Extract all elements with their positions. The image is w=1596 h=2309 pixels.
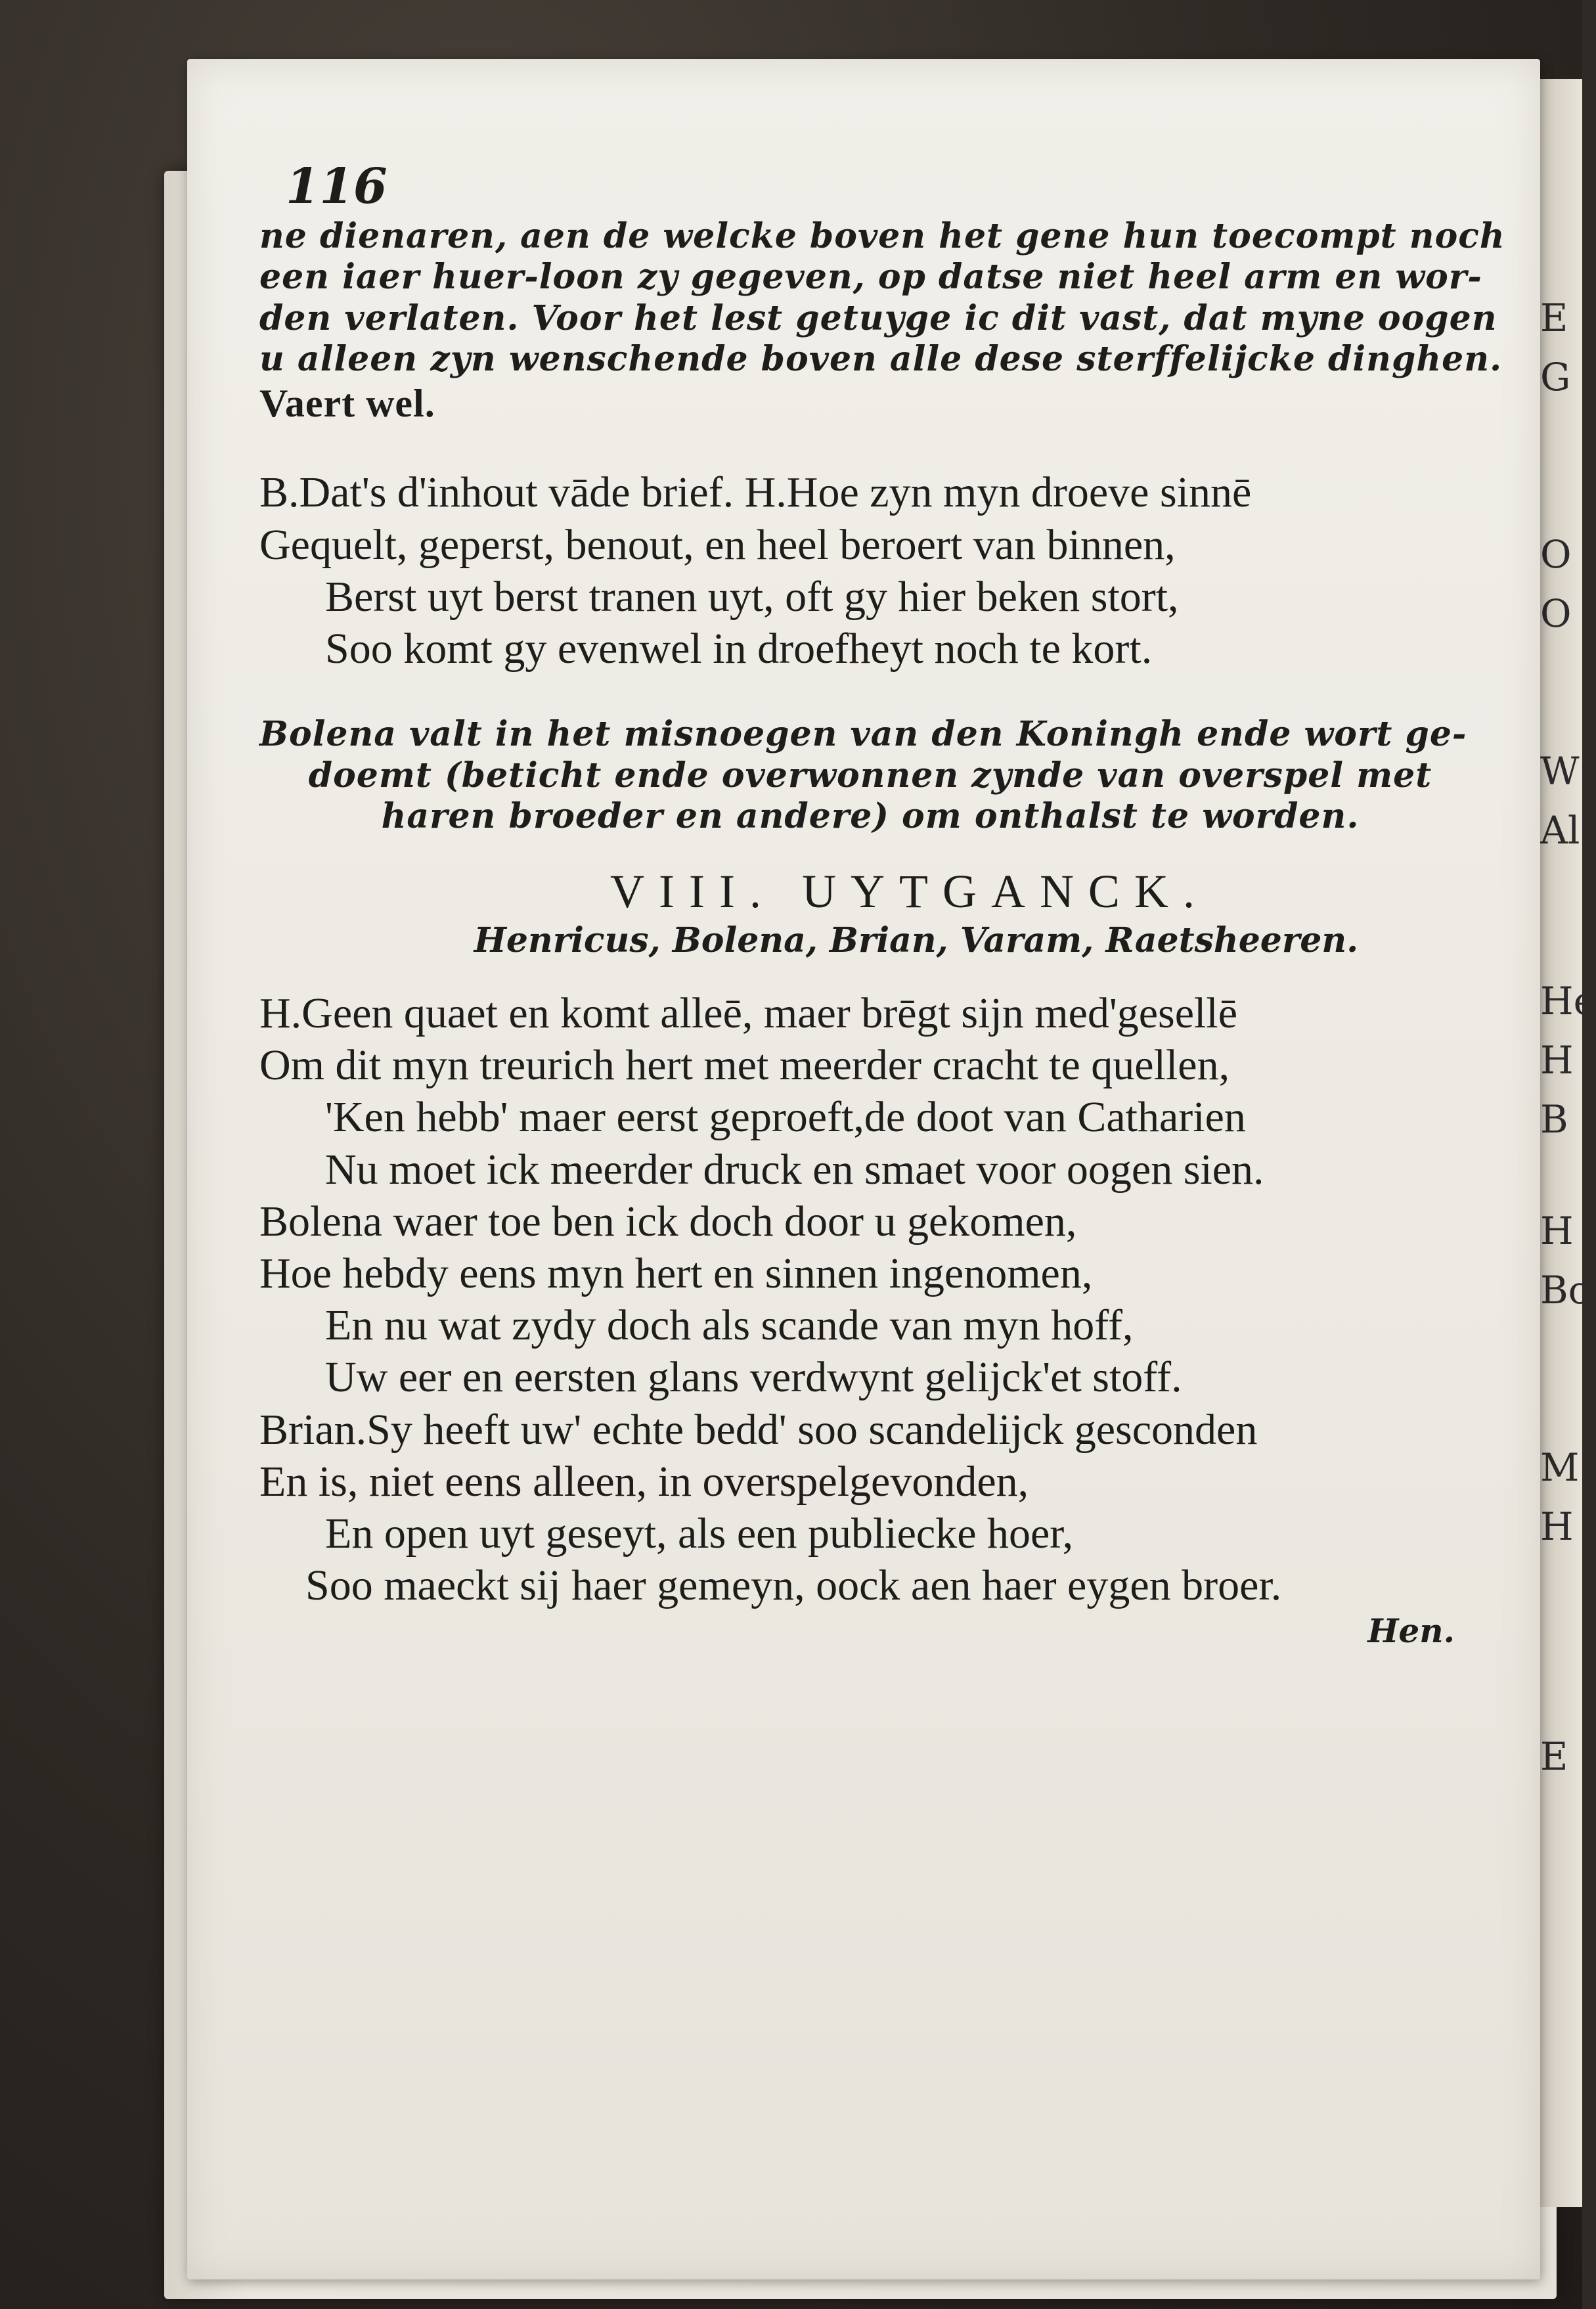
facing-fragment: E xyxy=(1540,1734,1568,1779)
argument-line: haren broeder en andere) om onthalst te worden. xyxy=(381,796,1360,836)
page-content xyxy=(259,158,1505,1651)
facing-fragment: H xyxy=(1540,1209,1574,1253)
facing-fragment: H xyxy=(1540,1038,1574,1083)
verse-line: Nu moet ick meerder druck en smaet voor oogen sien. xyxy=(325,1145,1264,1194)
facing-fragment: Bo xyxy=(1540,1268,1591,1312)
verse-line: Brian.Sy heeft uw' echte bedd' soo scandelijck gesconden xyxy=(259,1405,1258,1454)
act-heading: VIII. UYTGANCK. xyxy=(610,865,1209,918)
letter-prose xyxy=(259,215,1505,428)
facing-fragment: M xyxy=(1540,1445,1580,1490)
book-page xyxy=(187,59,1540,2279)
catchword: Hen. xyxy=(1367,1611,1455,1651)
verse-line: Uw eer en eersten glans verdwynt gelijck'et stoff. xyxy=(325,1353,1182,1402)
verse-line: Om dit myn treurich hert met meerder cracht te quellen, xyxy=(259,1041,1230,1090)
facing-fragment: Al xyxy=(1540,808,1580,853)
argument-line: doemt (beticht ende overwonnen zynde van overspel met xyxy=(308,755,1432,796)
verse-block-2 xyxy=(259,987,1481,1611)
verse-line: Hoe hebdy eens myn hert en sinnen ingenomen, xyxy=(259,1249,1093,1297)
prose-line: Vaert wel. xyxy=(259,382,435,426)
argument-block xyxy=(259,714,1481,837)
facing-fragment: He xyxy=(1540,979,1596,1023)
prose-line: een iaer huer-loon zy gegeven, op datse niet heel arm en wor- xyxy=(259,257,1482,298)
verse-line: Bolena waer toe ben ick doch door u gekomen, xyxy=(259,1197,1077,1245)
verse-line: En nu wat zydy doch als scande van myn hoff, xyxy=(325,1301,1134,1350)
facing-fragment: B xyxy=(1540,1097,1568,1142)
prose-line: ne dienaren, aen de welcke boven het gene hun toecompt noch xyxy=(259,215,1505,256)
verse-line: Soo komt gy evenwel in droefheyt noch te kort. xyxy=(325,624,1153,673)
character-list: Henricus, Bolena, Brian, Varam, Raetsheeren. xyxy=(474,920,1359,960)
verse-line: Gequelt, geperst, benout, en heel beroert van binnen, xyxy=(259,520,1176,569)
verse-line: 'Ken hebb' maer eerst geproeft,de doot van Catharien xyxy=(325,1093,1246,1142)
verse-line: Soo maeckt sij haer gemeyn, oock aen haer eygen broer. xyxy=(305,1561,1282,1610)
facing-fragment: G xyxy=(1540,355,1571,399)
facing-fragment: W xyxy=(1540,749,1580,794)
facing-fragment: O xyxy=(1540,591,1572,636)
verse-line: B.Dat's d'inhout vāde brief. H.Hoe zyn myn droeve sinnē xyxy=(259,468,1252,517)
verse-line: H.Geen quaet en komt alleē, maer brēgt sijn med'gesellē xyxy=(259,989,1237,1038)
facing-page xyxy=(1540,79,1596,2207)
verse-block-1 xyxy=(259,466,1481,675)
page-number: 116 xyxy=(286,158,388,215)
prose-line: den verlaten. Voor het lest getuyge ic dit vast, dat myne oogen xyxy=(259,298,1497,338)
verse-line: En open uyt geseyt, als een publiecke hoer, xyxy=(325,1509,1074,1558)
verse-line: En is, niet eens alleen, in overspelgevonden, xyxy=(259,1457,1029,1506)
verse-line: Berst uyt berst tranen uyt, oft gy hier beken stort, xyxy=(325,572,1179,621)
argument-line: Bolena valt in het misnoegen van den Koningh ende wort ge- xyxy=(259,714,1467,755)
facing-fragment: H xyxy=(1540,1504,1574,1549)
facing-fragment: O xyxy=(1540,532,1572,577)
prose-line: u alleen zyn wenschende boven alle dese sterffelijcke dinghen. xyxy=(259,338,1503,379)
facing-fragment: E xyxy=(1540,296,1568,340)
